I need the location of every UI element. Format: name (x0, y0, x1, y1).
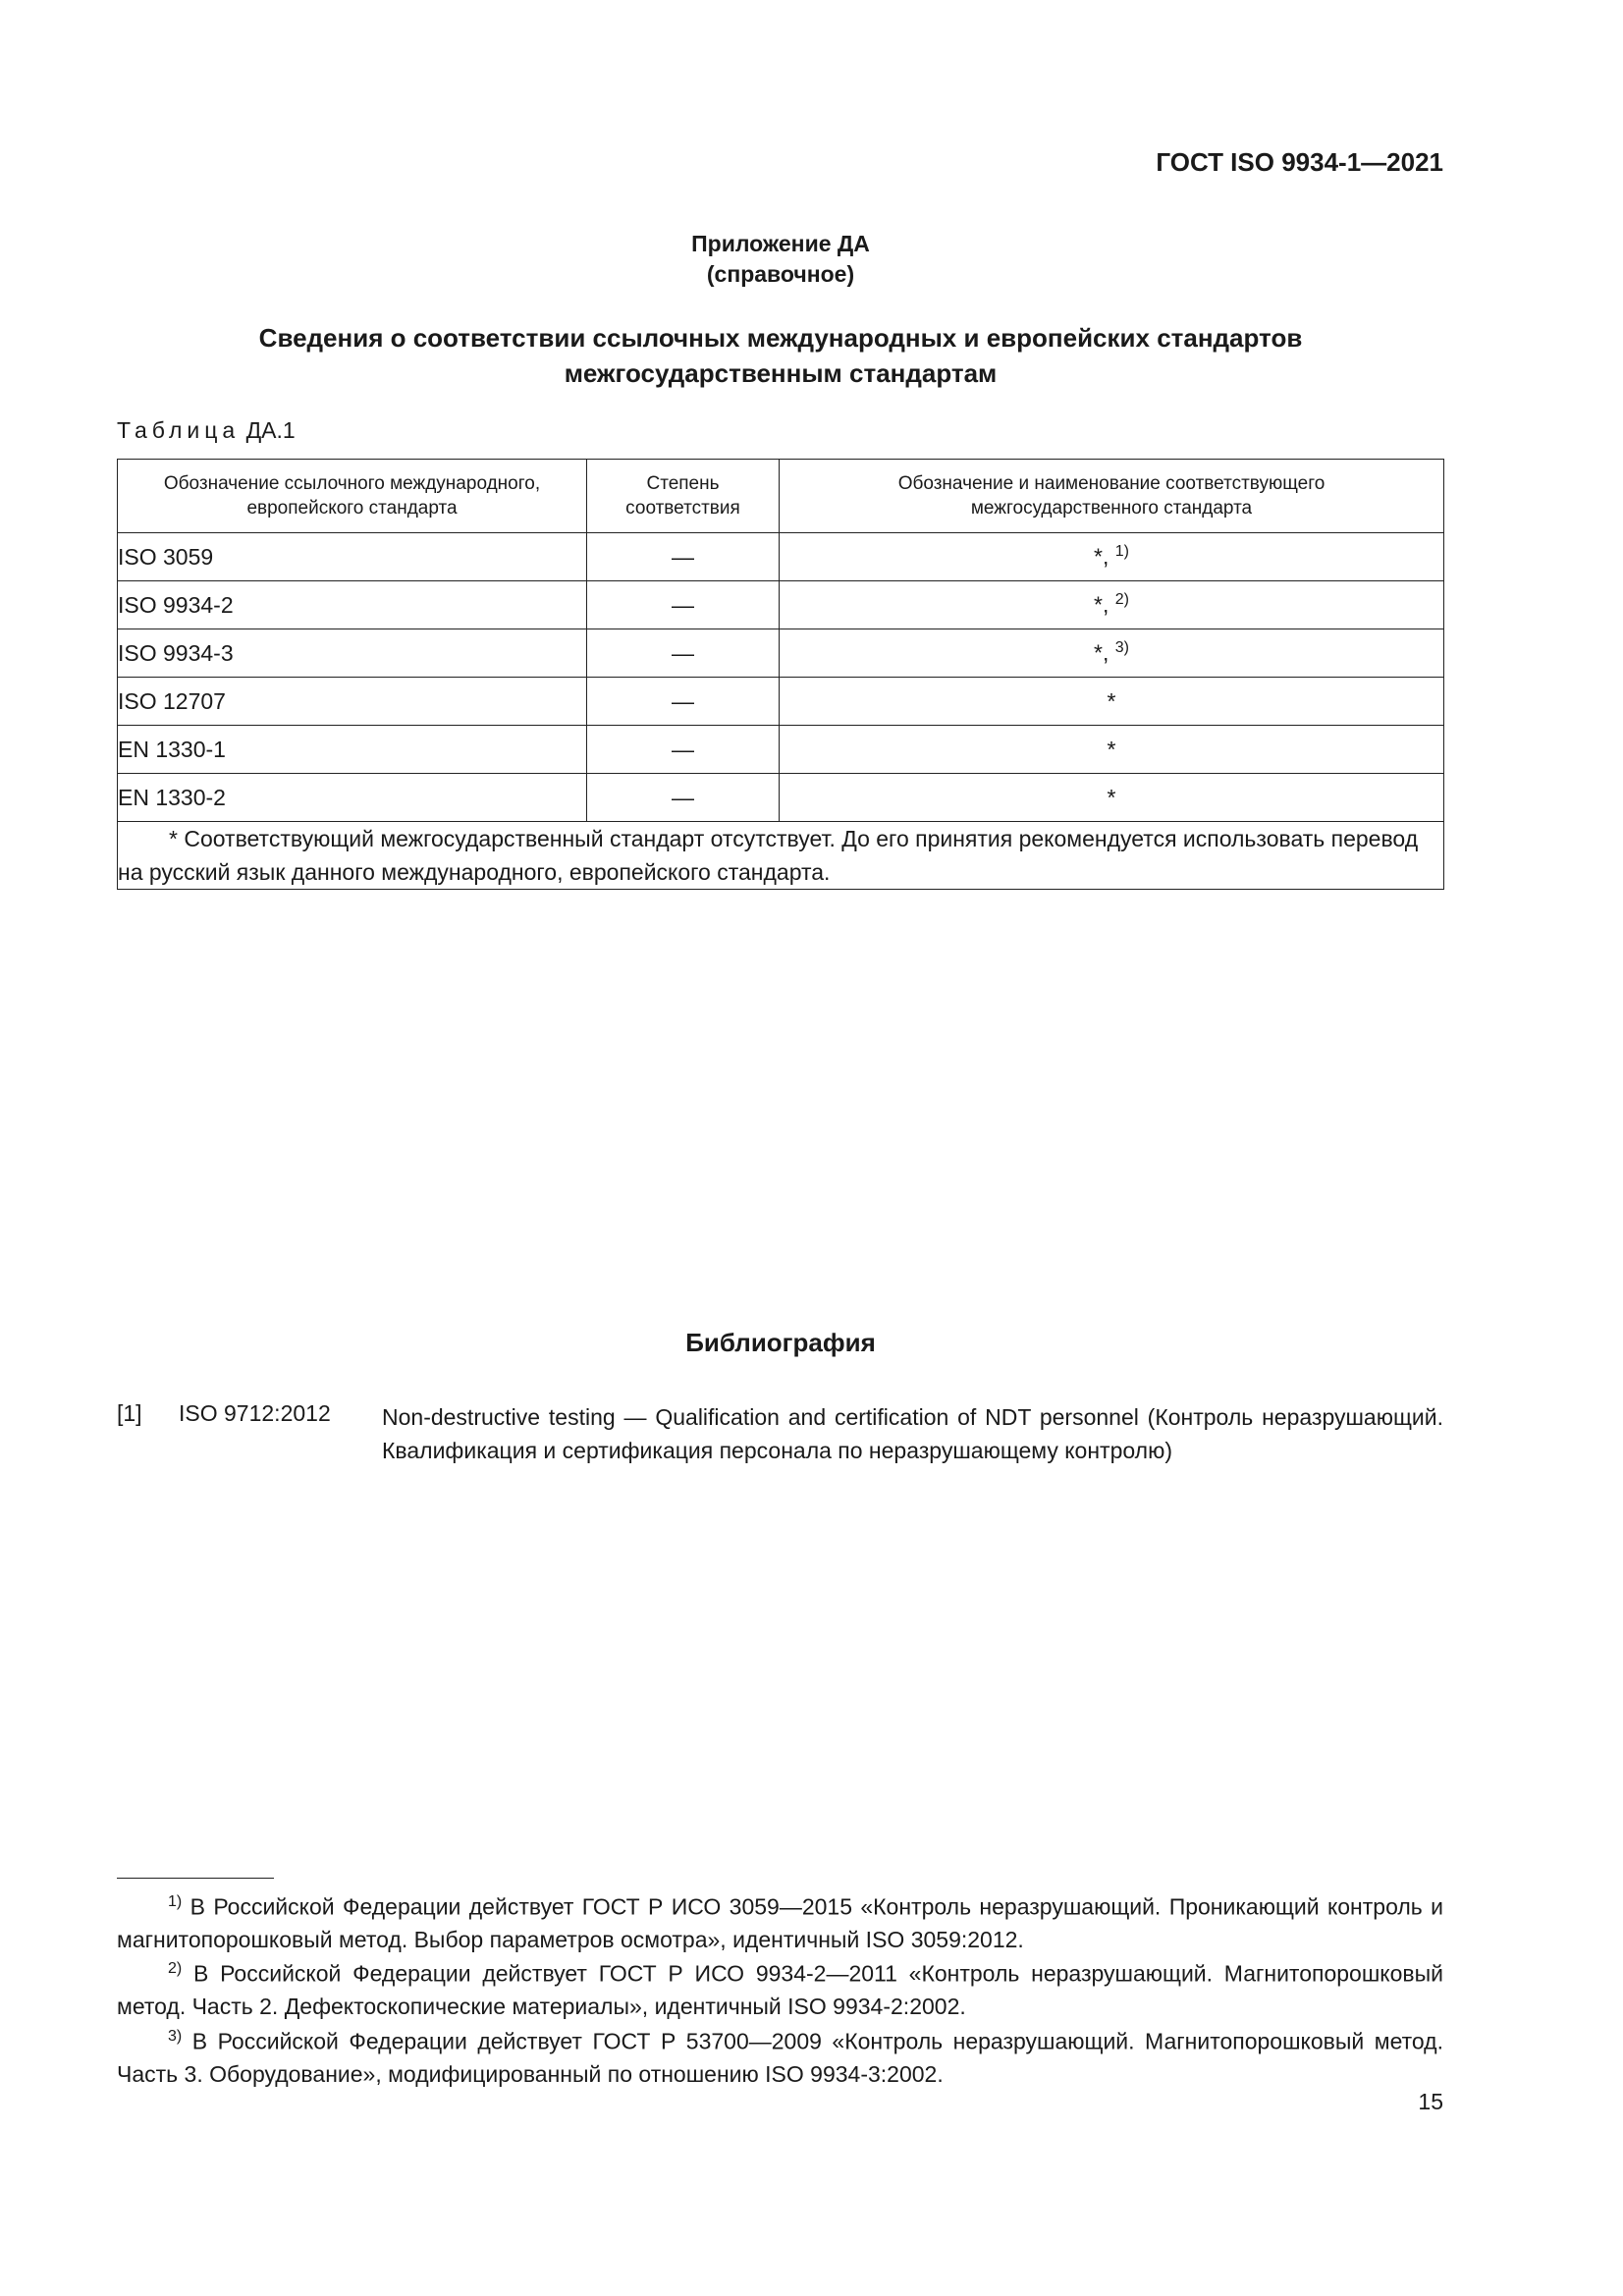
bibliography-entry-text: Non-destructive testing — Qualification and certification of NDT personnel (Контроль неразрушающий. Квалификация и сертификация персонала по неразрушающему контролю) (382, 1404, 1443, 1463)
cell-gost (780, 774, 1444, 822)
header-col2-line1: Степень (646, 473, 720, 494)
table-row (118, 678, 1444, 726)
header-col1-line1: Обозначение ссылочного международного, (163, 473, 541, 494)
footnote-divider (117, 1878, 274, 1879)
cell-gost-mark: *, (1094, 639, 1109, 666)
annex-heading-line-1: Сведения о соответствии ссылочных международных и европейских стандартов (258, 323, 1303, 353)
footnote-ref[interactable]: 1) (1114, 543, 1129, 561)
cell-standard: ISO 9934-3 (118, 629, 587, 678)
header-interstate-standard (780, 460, 1444, 533)
table-row (118, 629, 1444, 678)
table-label (117, 417, 296, 444)
cell-degree: — (587, 726, 780, 774)
cell-gost (780, 581, 1444, 629)
cell-standard: ISO 3059 (118, 533, 587, 581)
cell-gost-mark: * (1107, 687, 1116, 714)
cell-gost (780, 533, 1444, 581)
header-degree (587, 460, 780, 533)
annex-status: (справочное) (706, 261, 855, 287)
table-row (118, 533, 1444, 581)
footnote-mark: 3) (168, 2028, 183, 2045)
header-col3-line1: Обозначение и наименование соответствующего (897, 473, 1325, 494)
bibliography-entry-number: [1] (117, 1400, 142, 1426)
footnote-mark: 2) (168, 1960, 183, 1977)
footnote-mark: 1) (168, 1893, 183, 1910)
table-row (118, 774, 1444, 822)
table-row (118, 726, 1444, 774)
header-col1-line2: европейского стандарта (246, 498, 458, 519)
standards-correspondence-table (117, 459, 1444, 890)
cell-degree: — (587, 774, 780, 822)
table-row (118, 581, 1444, 629)
header-reference-standard (118, 460, 587, 533)
footnote-ref[interactable]: 3) (1114, 639, 1129, 657)
header-col3-line2: межгосударственного стандарта (970, 498, 1253, 519)
annex-title: Приложение ДА (691, 231, 870, 256)
cell-gost (780, 629, 1444, 678)
cell-gost-mark: *, (1094, 543, 1109, 570)
cell-gost (780, 726, 1444, 774)
table-note-row (118, 822, 1444, 890)
footnote-text: В Российской Федерации действует ГОСТ Р ИСО 9934-2—2011 «Контроль неразрушающий. Магнитопорошковый метод. Часть 2. Дефектоскопические материалы», идентичный ISO 9934-2:2002. (117, 1960, 1443, 2019)
cell-standard: EN 1330-1 (118, 726, 587, 774)
table-label-prefix: Таблица (117, 417, 241, 443)
footnote (117, 2020, 1443, 2091)
table-label-number: ДА.1 (245, 417, 296, 443)
cell-gost-mark: * (1107, 784, 1116, 810)
cell-gost (780, 678, 1444, 726)
annex-label (0, 229, 1561, 290)
annex-heading-line-2: межгосударственным стандартам (564, 358, 998, 388)
bibliography-entry-code: ISO 9712:2012 (179, 1400, 331, 1426)
cell-gost-mark: *, (1094, 591, 1109, 618)
cell-standard: EN 1330-2 (118, 774, 587, 822)
footnote-text: В Российской Федерации действует ГОСТ Р ИСО 3059—2015 «Контроль неразрушающий. Проникающий контроль и магнитопорошковый метод. Выбор параметров осмотра», идентичный ISO 3059:2012. (117, 1893, 1443, 1952)
cell-gost-mark: * (1107, 736, 1116, 762)
cell-degree: — (587, 533, 780, 581)
footnote-ref[interactable]: 2) (1114, 591, 1129, 609)
footnote (117, 1952, 1443, 2023)
table-header-row (118, 460, 1444, 533)
table-note: * Соответствующий межгосударственный стандарт отсутствует. До его принятия рекомендуется использовать перевод на русский язык данного международного, европейского стандарта. (118, 822, 1444, 890)
bibliography-title: Библиография (685, 1328, 876, 1357)
cell-standard: ISO 12707 (118, 678, 587, 726)
cell-degree: — (587, 629, 780, 678)
cell-degree: — (587, 581, 780, 629)
footnote (117, 1886, 1443, 1956)
footnote-text: В Российской Федерации действует ГОСТ Р 53700—2009 «Контроль неразрушающий. Магнитопорошковый метод. Часть 3. Оборудование», модифицированный по отношению ISO 9934-3:2002. (117, 2028, 1443, 2087)
cell-degree: — (587, 678, 780, 726)
document-code: ГОСТ ISO 9934-1—2021 (1156, 147, 1443, 177)
cell-standard: ISO 9934-2 (118, 581, 587, 629)
annex-heading (118, 320, 1443, 391)
page-number: 15 (1418, 2089, 1443, 2114)
header-col2-line2: соответствия (625, 498, 740, 519)
